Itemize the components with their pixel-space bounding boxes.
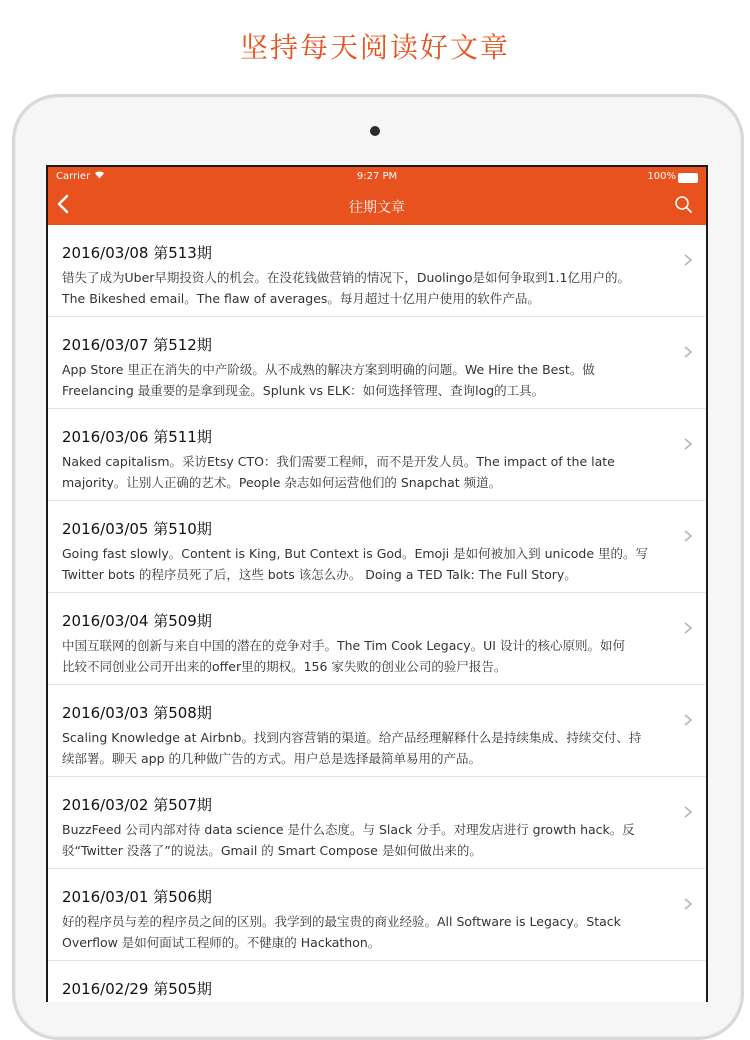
issue-summary: BuzzFeed 公司内部对待 data science 是什么态度。与 Slack 分手。对理发店进行 growth hack。反 驳“Twitter 没落了”的说法。Gmail 的 Smart Compose 是如何做出来的。: [62, 822, 635, 858]
search-button[interactable]: [674, 195, 696, 217]
carrier-label: Carrier: [56, 171, 91, 182]
chevron-right-icon: [682, 437, 694, 451]
issue-date: 2016/03/03 第508期: [62, 704, 212, 722]
issue-date: 2016/03/08 第513期: [62, 244, 212, 262]
list-item[interactable]: [48, 317, 706, 409]
issue-date: 2016/03/05 第510期: [62, 520, 212, 538]
issue-date: 2016/03/07 第512期: [62, 336, 212, 354]
list-item[interactable]: [48, 869, 706, 961]
promo-title: 坚持每天阅读好文章: [239, 31, 510, 64]
issue-summary: 中国互联网的创新与来自中国的潜在的竞争对手。The Tim Cook Legacy。UI 设计的核心原则。如何 比较不同创业公司开出来的offer里的期权。156 家失败的创业公司的验尸报告。: [62, 638, 625, 674]
issue-summary: App Store 里正在消失的中产阶级。从不成熟的解决方案到明确的问题。We Hire the Best。做 Freelancing 最重要的是拿到现金。Splunk vs ELK：如何选择管理、查询log的工具。: [62, 362, 595, 398]
issue-date: 2016/03/01 第506期: [62, 888, 212, 906]
chevron-right-icon: [682, 897, 694, 911]
chevron-right-icon: [682, 253, 694, 267]
issue-summary: 错失了成为Uber早期投资人的机会。在没花钱做营销的情况下，Duolingo是如何争取到1.1亿用户的。 The Bikeshed email。The flaw of averages。每月超过十亿用户使用的软件产品。: [62, 270, 630, 306]
status-bar: [48, 167, 706, 187]
battery-icon: [678, 173, 698, 183]
camera-icon: [370, 126, 380, 136]
issue-date: 2016/03/04 第509期: [62, 612, 212, 630]
list-item[interactable]: [48, 593, 706, 685]
page-title: 往期文章: [349, 200, 405, 216]
nav-bar: [48, 187, 706, 225]
list-item[interactable]: [48, 685, 706, 777]
issue-summary: Naked capitalism。采访Etsy CTO：我们需要工程师，而不是开发人员。The impact of the late majority。让别人正确的艺术。People 杂志如何运营他们的 Snapchat 频道。: [62, 454, 615, 490]
issue-date: 2016/03/06 第511期: [62, 428, 212, 446]
chevron-right-icon: [682, 713, 694, 727]
list-item[interactable]: [48, 961, 706, 1002]
issue-date: 2016/02/29 第505期: [62, 980, 212, 998]
issue-list: [48, 225, 706, 1002]
status-time: 9:27 PM: [356, 171, 398, 182]
search-icon: [674, 195, 694, 215]
list-item[interactable]: [48, 777, 706, 869]
app-screen: [46, 165, 708, 1002]
chevron-right-icon: [682, 805, 694, 819]
list-item[interactable]: [48, 225, 706, 317]
issue-summary: Going fast slowly。Content is King, But Context is God。Emoji 是如何被加入到 unicode 里的。写 Twitter bots 的程序员死了后，这些 bots 该怎么办。 Doing a TED Talk: The Full Story。: [62, 546, 649, 582]
chevron-right-icon: [682, 345, 694, 359]
chevron-right-icon: [682, 529, 694, 543]
chevron-right-icon: [682, 621, 694, 635]
list-item[interactable]: [48, 501, 706, 593]
issue-summary: Scaling Knowledge at Airbnb。找到内容营销的渠道。给产品经理解释什么是持续集成、持续交付、持 续部署。聊天 app 的几种做广告的方式。用户总是选择最简单易用的产品。: [62, 730, 642, 766]
battery-percent: 100%: [647, 171, 676, 182]
issue-summary: 好的程序员与差的程序员之间的区别。我学到的最宝贵的商业经验。All Software is Legacy。Stack Overflow 是如何面试工程师的。不健康的 Hackathon。: [62, 914, 621, 950]
issue-date: 2016/03/02 第507期: [62, 796, 212, 814]
list-item[interactable]: [48, 409, 706, 501]
